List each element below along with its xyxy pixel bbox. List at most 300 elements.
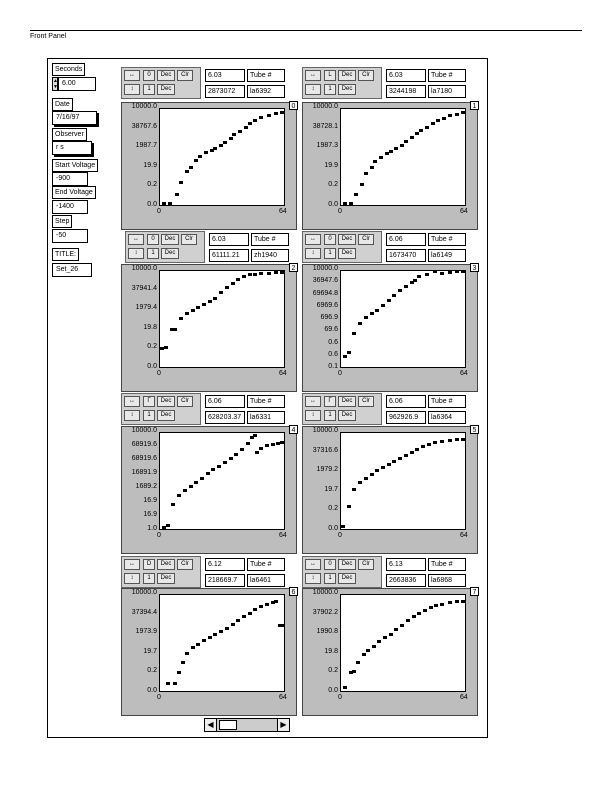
data-point	[181, 661, 185, 664]
data-point	[253, 434, 257, 437]
data-point	[461, 270, 465, 273]
data-point	[413, 279, 417, 282]
time-readout: 6.12	[205, 558, 245, 571]
data-point	[394, 628, 398, 631]
y-tick-label: 16.9	[143, 497, 157, 504]
plot-area	[340, 594, 466, 692]
data-point	[242, 275, 246, 278]
data-point	[347, 505, 351, 508]
count-readout: 3244198	[386, 85, 426, 98]
data-point	[280, 441, 284, 444]
x-tick-label: 0	[157, 532, 161, 539]
data-point	[194, 159, 198, 162]
data-point	[375, 469, 379, 472]
x-tick-label: 64	[279, 694, 287, 701]
data-point	[419, 129, 423, 132]
precision-button[interactable]: 1	[324, 573, 336, 584]
data-point	[204, 151, 208, 154]
scroll-thumb[interactable]	[219, 720, 237, 730]
dec-button-y[interactable]: Dec	[157, 84, 175, 95]
x-tick-label: 0	[157, 694, 161, 701]
format-x-button[interactable]: 0	[324, 559, 336, 570]
data-point	[225, 286, 229, 289]
y-tick-label: 19.7	[143, 647, 157, 655]
data-point	[229, 137, 233, 140]
y-tick-label: 10000.0	[312, 265, 338, 272]
time-readout: 6.03	[205, 69, 245, 82]
y-tick-label: 19.7	[324, 485, 338, 493]
data-point	[274, 271, 278, 274]
clear-button[interactable]: Clr	[177, 70, 193, 81]
y-tick-label: 69694.8	[312, 289, 338, 297]
graph-index-label: 4	[289, 425, 298, 434]
y-tick-label: 16.9	[143, 511, 157, 518]
clear-button[interactable]: Clr	[358, 70, 374, 81]
step-field[interactable]: -50	[52, 229, 88, 243]
data-point	[352, 670, 356, 673]
y-tick-label: 10000.0	[131, 589, 157, 596]
tube-id-readout: zh1940	[251, 249, 289, 262]
seconds-label: Seconds	[52, 63, 85, 76]
pan-tool-icon[interactable]: ↕	[128, 248, 144, 259]
data-point	[211, 468, 215, 471]
data-point	[358, 322, 362, 325]
y-tick-label: 10000.0	[131, 265, 157, 272]
data-point	[200, 477, 204, 480]
y-tick-label: 10000.0	[131, 103, 157, 110]
data-point	[173, 682, 177, 685]
graph-index-label: 2	[289, 263, 298, 272]
data-point	[185, 170, 189, 173]
tube-id-readout: la6461	[247, 574, 285, 587]
y-tick-label: 36947.6	[312, 277, 338, 285]
y-tick-label: 0.1	[328, 363, 338, 370]
data-point	[238, 130, 242, 133]
data-point	[236, 619, 240, 622]
scroll-left-icon[interactable]: ◀	[205, 719, 217, 731]
format-x-button[interactable]: 0	[324, 234, 336, 245]
clear-button[interactable]: Clr	[358, 234, 374, 245]
y-tick-label: 0.0	[328, 687, 338, 694]
data-point	[248, 612, 252, 615]
data-point	[392, 294, 396, 297]
data-point	[387, 463, 391, 466]
data-point	[255, 451, 259, 454]
data-point	[259, 447, 263, 450]
data-point	[240, 448, 244, 451]
data-point	[202, 639, 206, 642]
data-point	[383, 636, 387, 639]
data-point	[232, 133, 236, 136]
tube-id-readout: la6868	[428, 574, 466, 587]
dec-button[interactable]: Dec	[157, 70, 175, 81]
y-tick-label: 6969.6	[316, 301, 338, 309]
data-point	[343, 202, 347, 205]
y-tick-label: 19.9	[143, 161, 157, 169]
graph-index-label: 7	[470, 587, 479, 596]
time-readout: 6.13	[386, 558, 426, 571]
graph-index-label: 1	[470, 101, 479, 110]
pan-tool-icon[interactable]: ↕	[124, 84, 140, 95]
clear-button[interactable]: Clr	[181, 234, 197, 245]
y-tick-label: 37316.6	[312, 446, 338, 454]
format-x-button[interactable]: 0	[143, 70, 155, 81]
data-point	[356, 661, 360, 664]
graph-index-label: 6	[289, 587, 298, 596]
dec-button-y[interactable]: Dec	[338, 84, 356, 95]
data-point	[248, 122, 252, 125]
y-tick-label: 0.0	[147, 687, 157, 694]
format-x-button[interactable]: D	[143, 559, 155, 570]
tube-label: Tube #	[428, 395, 466, 408]
data-point	[259, 272, 263, 275]
data-point	[219, 630, 223, 633]
data-point	[179, 317, 183, 320]
data-point	[242, 615, 246, 618]
x-tick-label: 0	[338, 208, 342, 215]
data-point	[213, 147, 217, 150]
y-tick-label: 0.2	[147, 343, 157, 351]
data-point	[253, 119, 257, 122]
time-readout: 6.06	[386, 233, 426, 246]
data-point	[231, 282, 235, 285]
precision-button[interactable]: 1	[147, 248, 159, 259]
data-point	[431, 122, 435, 125]
graph-index-label: 5	[470, 425, 479, 434]
tube-id-readout: la7180	[428, 85, 466, 98]
data-point	[259, 116, 263, 119]
data-point	[410, 136, 414, 139]
data-point	[229, 457, 233, 460]
data-point	[213, 297, 217, 300]
x-tick-label: 0	[157, 370, 161, 377]
data-point	[349, 202, 353, 205]
data-point	[352, 332, 356, 335]
dec-button-y[interactable]: Dec	[338, 573, 356, 584]
count-readout: 628203.37	[205, 411, 245, 424]
time-readout: 6.03	[209, 233, 249, 246]
data-point	[271, 443, 275, 446]
data-point	[433, 441, 437, 444]
data-point	[198, 155, 202, 158]
data-point	[208, 300, 212, 303]
precision-button[interactable]: 1	[324, 410, 336, 421]
count-readout: 1673470	[386, 249, 426, 262]
y-tick-label: 10000.0	[312, 589, 338, 596]
y-tick-label: 38767.6	[131, 122, 157, 130]
data-point	[425, 273, 429, 276]
data-point	[372, 645, 376, 648]
data-point	[162, 202, 166, 205]
graph-index-label: 0	[289, 101, 298, 110]
data-point	[166, 524, 170, 527]
data-point	[189, 485, 193, 488]
data-point	[267, 114, 271, 117]
y-tick-label: 0.0	[147, 201, 157, 208]
dec-button-y[interactable]: Dec	[338, 248, 356, 259]
tube-id-readout: la6392	[247, 85, 285, 98]
dec-button-y[interactable]: Dec	[161, 248, 179, 259]
data-point	[267, 272, 271, 275]
data-point	[377, 640, 381, 643]
data-point	[175, 193, 179, 196]
format-x-button[interactable]: L	[324, 70, 336, 81]
data-point	[425, 126, 429, 129]
data-point	[191, 646, 195, 649]
data-point	[404, 140, 408, 143]
y-tick-label: 38728.1	[312, 122, 338, 130]
y-tick-label: 1979.4	[135, 304, 157, 312]
tube-label: Tube #	[247, 395, 285, 408]
pan-tool-icon[interactable]: ↕	[124, 573, 140, 584]
zoom-tool-icon[interactable]: ↔	[305, 70, 321, 81]
y-tick-label: 37394.4	[131, 608, 157, 616]
y-tick-label: 0.0	[328, 201, 338, 208]
data-point	[173, 328, 177, 331]
dec-button[interactable]: Dec	[157, 396, 175, 407]
x-tick-label: 64	[460, 370, 468, 377]
title-field[interactable]: Set_26	[52, 263, 92, 277]
horizontal-scrollbar[interactable]	[204, 718, 290, 732]
data-point	[280, 271, 284, 274]
data-point	[379, 156, 383, 159]
dec-button[interactable]: Dec	[157, 559, 175, 570]
data-point	[455, 270, 459, 273]
data-point	[421, 445, 425, 448]
data-point	[171, 503, 175, 506]
data-point	[183, 489, 187, 492]
count-readout: 61111.21	[209, 249, 249, 262]
data-point	[404, 285, 408, 288]
data-point	[448, 271, 452, 274]
data-point	[461, 600, 465, 603]
data-point	[343, 686, 347, 689]
zoom-tool-icon[interactable]: ↔	[124, 559, 140, 570]
y-tick-label: 1990.8	[316, 628, 338, 636]
y-tick-label: 19.8	[324, 647, 338, 655]
y-tick-label: 10000.0	[312, 427, 338, 434]
data-point	[415, 448, 419, 451]
data-point	[375, 309, 379, 312]
tube-label: Tube #	[428, 558, 466, 571]
data-point	[358, 481, 362, 484]
end-voltage-field[interactable]: -1400	[52, 200, 88, 214]
data-point	[400, 144, 404, 147]
data-point	[370, 473, 374, 476]
x-tick-label: 0	[157, 208, 161, 215]
data-point	[236, 278, 240, 281]
data-point	[373, 160, 377, 163]
tube-id-readout: la6364	[428, 411, 466, 424]
dec-button-y[interactable]: Dec	[338, 410, 356, 421]
clear-button[interactable]: Clr	[177, 396, 193, 407]
y-tick-label: 1689.2	[135, 483, 157, 490]
data-point	[213, 633, 217, 636]
format-x-button[interactable]: Γ	[324, 396, 336, 407]
y-tick-label: 37941.4	[131, 284, 157, 292]
y-tick-label: 0.2	[328, 505, 338, 513]
data-point	[364, 477, 368, 480]
dec-button[interactable]: Dec	[161, 234, 179, 245]
x-tick-label: 64	[460, 208, 468, 215]
data-point	[194, 481, 198, 484]
pan-tool-icon[interactable]: ↕	[305, 410, 321, 421]
zoom-tool-icon[interactable]: ↔	[305, 559, 321, 570]
format-x-button[interactable]: 0	[147, 234, 159, 245]
precision-button[interactable]: 1	[143, 573, 155, 584]
dec-button-y[interactable]: Dec	[157, 410, 175, 421]
dec-button[interactable]: Dec	[338, 559, 356, 570]
y-tick-label: 0.6	[328, 338, 338, 346]
y-tick-label: 0.2	[147, 667, 157, 675]
data-point	[246, 442, 250, 445]
data-point	[231, 623, 235, 626]
precision-button[interactable]: 1	[324, 248, 336, 259]
data-point	[412, 615, 416, 618]
page-title: Front Panel	[30, 33, 67, 40]
scroll-right-icon[interactable]: ▶	[277, 719, 289, 731]
format-x-button[interactable]: Γ	[143, 396, 155, 407]
data-point	[427, 443, 431, 446]
data-point	[189, 166, 193, 169]
data-point	[448, 601, 452, 604]
clear-button[interactable]: Clr	[177, 559, 193, 570]
y-tick-label: 1.0	[147, 525, 157, 532]
pan-tool-icon[interactable]: ↕	[305, 84, 321, 95]
y-tick-label: 68919.6	[131, 441, 157, 448]
y-tick-label: 1973.9	[135, 628, 157, 636]
observer-field[interactable]: r s	[52, 141, 92, 155]
data-point	[440, 603, 444, 606]
pan-tool-icon[interactable]: ↕	[305, 248, 321, 259]
graph-index-label: 3	[470, 263, 479, 272]
observer-label: Observer	[52, 128, 87, 141]
precision-button[interactable]: 1	[143, 410, 155, 421]
seconds-field[interactable]: 6.00	[58, 77, 96, 91]
data-point	[225, 627, 229, 630]
tube-id-readout: la6331	[247, 411, 285, 424]
y-tick-label: 0.0	[328, 525, 338, 532]
data-point	[389, 150, 393, 153]
plot-area	[159, 108, 285, 206]
time-readout: 6.06	[205, 395, 245, 408]
start-voltage-field[interactable]: -900	[52, 172, 88, 186]
zoom-tool-icon[interactable]: ↔	[124, 70, 140, 81]
data-point	[364, 172, 368, 175]
plot-area	[159, 594, 285, 692]
data-point	[436, 119, 440, 122]
tube-label: Tube #	[428, 69, 466, 82]
precision-button[interactable]: 1	[324, 84, 336, 95]
data-point	[177, 494, 181, 497]
data-point	[389, 633, 393, 636]
dec-button-y[interactable]: Dec	[157, 573, 175, 584]
data-point	[265, 444, 269, 447]
data-point	[274, 600, 278, 603]
y-tick-label: 0.2	[328, 667, 338, 675]
data-point	[398, 289, 402, 292]
data-point	[440, 272, 444, 275]
y-tick-label: 19.8	[143, 323, 157, 331]
y-tick-label: 68919.6	[131, 455, 157, 462]
data-point	[219, 291, 223, 294]
y-tick-label: 696.9	[320, 314, 338, 321]
data-point	[223, 461, 227, 464]
zoom-tool-icon[interactable]: ↔	[124, 396, 140, 407]
x-tick-label: 64	[460, 694, 468, 701]
pan-tool-icon[interactable]: ↕	[124, 410, 140, 421]
data-point	[208, 636, 212, 639]
tube-label: Tube #	[251, 233, 289, 246]
precision-button[interactable]: 1	[143, 84, 155, 95]
tube-id-readout: la6149	[428, 249, 466, 262]
data-point	[185, 652, 189, 655]
data-point	[387, 299, 391, 302]
clear-button[interactable]: Clr	[358, 559, 374, 570]
data-point	[404, 454, 408, 457]
x-tick-label: 0	[338, 370, 342, 377]
dec-button[interactable]: Dec	[338, 70, 356, 81]
dec-button[interactable]: Dec	[338, 234, 356, 245]
data-point	[341, 525, 345, 528]
start-voltage-label: Start Voltage	[52, 159, 98, 172]
y-tick-label: 0.6	[328, 350, 338, 358]
clear-button[interactable]: Clr	[358, 396, 374, 407]
data-point	[280, 624, 284, 627]
y-tick-label: 10000.0	[131, 427, 157, 434]
data-point	[164, 346, 168, 349]
zoom-tool-icon[interactable]: ↔	[128, 234, 144, 245]
data-point	[417, 612, 421, 615]
data-point	[196, 306, 200, 309]
seconds-stepper-icon[interactable]: ▲ ▼	[53, 78, 58, 90]
y-tick-label: 10000.0	[312, 103, 338, 110]
data-point	[168, 202, 172, 205]
data-point	[265, 603, 269, 606]
data-point	[381, 304, 385, 307]
tube-label: Tube #	[428, 233, 466, 246]
count-readout: 2873072	[205, 85, 245, 98]
data-point	[370, 312, 374, 315]
dec-button[interactable]: Dec	[338, 396, 356, 407]
data-point	[440, 440, 444, 443]
zoom-tool-icon[interactable]: ↔	[305, 234, 321, 245]
plot-area	[340, 108, 466, 206]
y-tick-label: 1987.3	[316, 142, 338, 150]
y-tick-label: 0.2	[147, 181, 157, 189]
data-point	[280, 111, 284, 114]
data-point	[179, 181, 183, 184]
y-tick-label: 0.0	[147, 363, 157, 370]
count-readout: 218669.7	[205, 574, 245, 587]
date-field[interactable]: 7/16/97	[52, 111, 97, 125]
zoom-tool-icon[interactable]: ↔	[305, 396, 321, 407]
data-point	[370, 166, 374, 169]
y-tick-label: 69.6	[324, 326, 338, 334]
title-label: TITLE:	[52, 248, 79, 261]
data-point	[448, 439, 452, 442]
y-tick-label: 1987.7	[135, 142, 157, 150]
data-point	[196, 643, 200, 646]
y-tick-label: 0.2	[328, 181, 338, 189]
data-point	[347, 351, 351, 354]
data-point	[185, 312, 189, 315]
pan-tool-icon[interactable]: ↕	[305, 573, 321, 584]
data-point	[415, 132, 419, 135]
x-tick-label: 0	[338, 694, 342, 701]
data-point	[442, 117, 446, 120]
data-point	[206, 472, 210, 475]
